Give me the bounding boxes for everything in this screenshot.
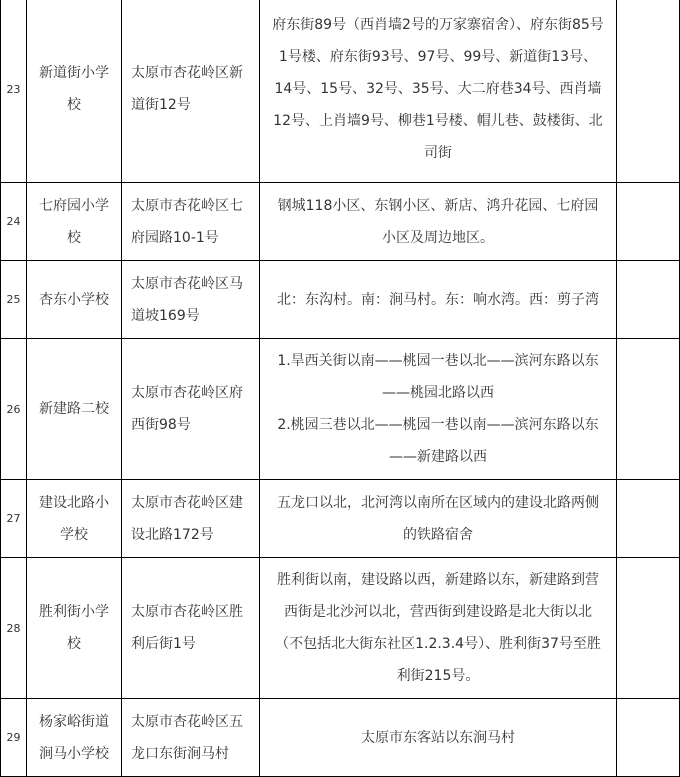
enrollment-area-text: 五龙口以北，北河湾以南所在区域内的建设北路两侧的铁路宿舍 xyxy=(277,494,599,543)
enrollment-area xyxy=(260,339,617,480)
enrollment-area-item: 2.桃园三巷以北——桃园一巷以南——滨河东路以东——新建路以西 xyxy=(277,417,599,465)
enrollment-area xyxy=(260,558,617,699)
table-row xyxy=(1,480,680,558)
table-row xyxy=(1,699,680,777)
table-row xyxy=(1,339,680,480)
row-number: 29 xyxy=(1,699,27,777)
remarks-cell xyxy=(617,183,680,261)
enrollment-area xyxy=(260,480,617,558)
school-address: 太原市杏花岭区新道街12号 xyxy=(122,0,260,183)
row-number: 27 xyxy=(1,480,27,558)
remarks-cell xyxy=(617,0,680,183)
enrollment-area xyxy=(260,699,617,777)
enrollment-area-text: 府东街89号（西肖墙2号的万家寨宿舍）、府东街85号1号楼、府东街93号、97号、99号、新道街13号、14号、15号、32号、35号、大二府巷34号、西肖墙12号、上肖墙9号、柳巷1号楼、帽儿巷、鼓楼街、北司街 xyxy=(272,17,604,161)
table-row xyxy=(1,0,680,183)
remarks-cell xyxy=(617,480,680,558)
table-row xyxy=(1,261,680,339)
remarks-cell xyxy=(617,339,680,480)
school-name: 新道街小学校 xyxy=(27,0,122,183)
school-address: 太原市杏花岭区五龙口东街涧马村 xyxy=(122,699,260,777)
row-number: 24 xyxy=(1,183,27,261)
enrollment-area xyxy=(260,261,617,339)
remarks-cell xyxy=(617,699,680,777)
school-name: 七府园小学校 xyxy=(27,183,122,261)
school-address: 太原市杏花岭区府西街98号 xyxy=(122,339,260,480)
school-address: 太原市杏花岭区建设北路172号 xyxy=(122,480,260,558)
row-number: 26 xyxy=(1,339,27,480)
enrollment-area xyxy=(260,183,617,261)
row-number: 23 xyxy=(1,0,27,183)
school-address: 太原市杏花岭区七府园路10-1号 xyxy=(122,183,260,261)
school-name: 杏东小学校 xyxy=(27,261,122,339)
school-address: 太原市杏花岭区胜利后街1号 xyxy=(122,558,260,699)
remarks-cell xyxy=(617,558,680,699)
row-number: 25 xyxy=(1,261,27,339)
enrollment-area-text: 钢城118小区、东钢小区、新店、鸿升花园、七府园小区及周边地区。 xyxy=(277,197,599,246)
enrollment-area-item: 1.旱西关街以南——桃园一巷以北——滨河东路以东——桃园北路以西 xyxy=(277,353,599,401)
school-address: 太原市杏花岭区马道坡169号 xyxy=(122,261,260,339)
school-name: 胜利街小学校 xyxy=(27,558,122,699)
table-row xyxy=(1,558,680,699)
remarks-cell xyxy=(617,261,680,339)
enrollment-area-text: 北：东沟村。南：涧马村。东：响水湾。西：剪子湾 xyxy=(277,291,599,308)
row-number: 28 xyxy=(1,558,27,699)
enrollment-area xyxy=(260,0,617,183)
school-name: 建设北路小学校 xyxy=(27,480,122,558)
school-name: 杨家峪街道涧马小学校 xyxy=(27,699,122,777)
enrollment-area-text: 胜利街以南，建设路以西，新建路以东，新建路到营西街是北沙河以北，营西街到建设路是北大街以北（不包括北大街东社区1.2.3.4号）、胜利街37号至胜利街215号。 xyxy=(275,572,601,684)
table-row xyxy=(1,183,680,261)
school-name: 新建路二校 xyxy=(27,339,122,480)
enrollment-area-text: 太原市东客站以东涧马村 xyxy=(361,729,515,746)
